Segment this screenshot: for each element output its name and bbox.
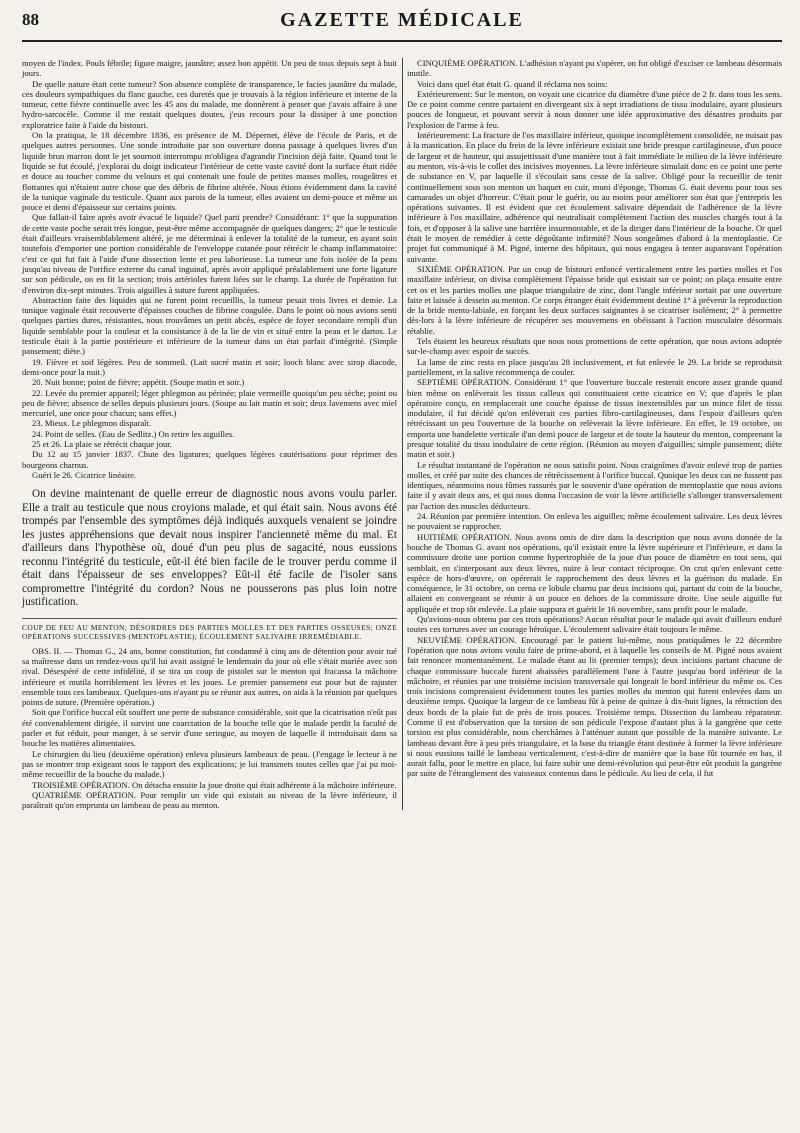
section-divider: [22, 618, 397, 619]
paragraph: Extérieurement: Sur le menton, on voyait une cicatrice du diamètre d'une pièce de 2 fr. dans tous les sens. De ce point comme centre partaient en divergeant six à sept irradiations de tissu inodulaire, ayant plusieurs pouces de longueur, et pouvant servir à nous donner une idée approximative des désastres produits par l'explosion de l'arme à feu.: [407, 88, 782, 130]
paragraph: CINQUIÈME OPÉRATION. L'adhésion n'ayant pu s'opérer, on fut obligé d'exciser ce lambeau désormais inutile.: [407, 58, 782, 79]
paragraph: NEUVIÈME OPÉRATION. Encouragé par le patient lui-même, nous pratiquâmes le 22 décembre l'opération que nous avions voulu faire de prime-abord, et à laquelle les conseils de M. Pigné nous avaient fait renoncer momentanément. Le malade étant au lit (premier temps); deux incisions partant chacune de chaque commissure buccale furent abaissées parallèlement l'une à l'autre jusqu'au bord inférieur de la mâchoire, et réunies par une troisième incision transversale qui longeait le bord inférieur du même os. Ces trois incisions comprenaient évidemment toutes les parties molles du menton qui furent enlevées dans un deuxième temps. Quoique la largeur de ce lambeau fût à peine de quinze à dix-huit lignes, la rétraction des deux bords de la plaie fut de près de trois pouces. Troisième temps. Dissection du lambeau réparateur. Comme il est d'observation que la torsion de son pédicule l'expose d'autant plus à la gangrène que cette torsion est plus considérable, nous cherchâmes à l'atténuer autant que possible de la manière suivante. Le lambeau devant être à peu près triangulaire, et la base du triangle étant destinée à former la lèvre inférieure si nous eussions taillé le lambeau verticalement, c'est-à-dire de manière que la base fût tournée en bas, il aurait fallu, pour le mettre en place, lui faire subir une demi-révolution qui peut-être eût produit la gangrène par suite de l'étranglement des vaisseaux contenus dans le pédicule. Au lieu de cela, il fut: [407, 634, 782, 779]
paragraph: Intérieurement: La fracture de l'os maxillaire inférieur, quoique incomplètement consolidée, ne nuisait pas à la mastication. En place du frein de la lèvre inférieure existait une bride presque cartilagineuse, d'un pouce de largeur et de hauteur, qui assujettissait d'une manière tout à fait immédiate le milieu de la lèvre inférieure au menton, vis-à-vis le collet des incisives moyennes. La lèvre inférieure simulait donc en ce point une perte de substance en V, par laquelle il s'écoulait sans cesse de la salive. Obligé pour la recueillir de tenir continuellement sous son menton un baquet en cuir, muni d'éponge, Thomas G. était devenu pour tous ses camarades un objet d'horreur. C'était pour le guérir, ou au moins pour améliorer son état que j'entrepris les opérations suivantes. Il est évident que cet écoulement salivaire dépendait de l'adhérence de la lèvre inférieure à l'os maxillaire, adhérence qui neutralisait complètement l'action des muscles chargés tout à la fois, et d'opposer à la salive une barrière insurmontable, et de la diriger dans l'intérieur de la bouche. Or quel était le moyen de remédier à cette dégoûtante infirmité? Nous songeâmes d'abord à la mentoplastie. Ce projet fut communiqué à M. Pigné, interne des hôpitaux, qui nous engagea à tenter auparavant l'opération suivante.: [407, 130, 782, 264]
case-title: COUP DE FEU AU MENTON; DÉSORDRES DES PARTIES MOLLES ET DES PARTIES OSSEUSES; ONZE OPÉRATIONS SUCCESSIVES (MENTOPLASTIE); ÉCOULEMENT SALIVAIRE IRREMÉDIABLE.: [22, 622, 397, 642]
paragraph: Le chirurgien du lieu (deuxième opération) enleva plusieurs lambeaux de peau. (J'engage le lecteur à ne pas se montrer trop exigeant sous le rapport des explications; je lui transmets toutes celles que j'ai pu moi-même recueillir de la bouche du malade.): [22, 748, 397, 780]
paragraph: Tels étaient les heureux résultats que nous nous promettions de cette opération, que nous avions adoptée sur-le-champ avec espoir de succès.: [407, 336, 782, 357]
text-columns: [22, 58, 782, 810]
masthead-title: GAZETTE MÉDICALE: [280, 8, 524, 31]
paragraph: SEPTIÈME OPÉRATION. Considérant 1° que l'ouverture buccale resterait encore assez grande quand bien même on enlèverait les tissus calleux qui constituaient cette cicatrice en V; que d'après le plan opératoire conçu, en remplacerait une couche épaisse de tissus inextensibles par un mince filet de tissu inodulaire, il fut décidé qu'on enlèverait ces parties fibro-cartilagineuses, dans l'espoir d'ailleurs qu'en rétrécissant un peu l'ouverture de la bouche on relèverait la lèvre inférieure. En effet, le 19 octobre, on emporta une bandelette verticale d'un demi pouce de largeur et de toute la hauteur du menton, comprenant la presque totalité du tissu inodulaire de cette région. (Réunion au moyen d'aiguilles; simple pansement; diète matin et soir.): [407, 377, 782, 460]
page-number: 88: [22, 10, 39, 29]
paragraph: HUITIÈME OPÉRATION. Nous avons omis de dire dans la description que nous avons donnée de la bouche de Thomas G. avant nos opérations, qu'il existait entre la lèvre supérieure et l'inférieure, et dans la commissure droite une portion comme hypertrophiée de la joue d'un pouce de diamètre en tout sens, qui semblait, en s'interposant aux deux lèvres, nuire à leur contact réciproque. On crut qu'en enlevant cette espèce de hors-d'œuvre, on opérerait le rapprochement des deux lèvres et la guérison du malade. En conséquence, le 31 octobre, on cerna ce lobule charnu par deux incisions qui, partant du coin de la bouche, allaient en convergeant se réunir à un pouce en dehors de la commissure droite. Une seule aiguille fut appliquée et trop tôt enlevée. La plaie suppura et guérit le 16 novembre, sans profit pour le malade.: [407, 531, 782, 614]
paragraph: Le résultat instantané de l'opération ne nous satisfit point. Nous craignîmes d'avoir enlevé trop de parties molles, et créé par suite des chances de rétrécissement à l'orifice buccal. Quoique les deux cas ne fussent pas identiques, néanmoins nous fûmes rassurés par le souvenir d'une opération de mentoplastie que nous avions faite il y avait deux ans, et qui nous donna l'occasion de voir la lèvre artificielle s'allonger transversalement par l'action des muscles déducteurs.: [407, 459, 782, 511]
paragraph: OBS. II. — Thomas G., 24 ans, bonne constitution, fut condamné à cinq ans de détention pour avoir tué sa maîtresse dans un rendez-vous qu'il lui avait assigné le lendemain du jour où elle s'était mariée avec son rival. Désespéré de cette infidélité, il se tira un coup de pistolet sur le menton qui fracassa la mâchoire inférieure et mutila horriblement les lèvres et les joues. Le premier pansement eut pour but de rajuster ensemble tous ces lambeaux. Quelques-uns n'ayant pu se réunir aux autres, on aida à la réunion par quelques points de suture. (Première opération.): [22, 645, 397, 708]
page-header: [22, 0, 782, 42]
left-column: [22, 58, 397, 810]
conclusion-paragraph: On devine maintenant de quelle erreur de diagnostic nous avons voulu parler. Elle a trait au testicule que nous croyions malade, et qui était sain. Nous avons été trompés par l'ensemble des symptômes déjà indiqués auxquels venaient se joindre les justes appréhensions que devait nous inspirer l'ancienneté même du mal. Et d'ailleurs dans l'hypothèse où, doué d'un peu plus de sagacité, nous eussions reconnu l'intégrité du testicule, eût-il été bien facile de le trouver perdu comme il était dans l'épaisseur de ses enveloppes? Eût-il été facile de l'isoler sans compromettre l'intégrité du cordon? Nous ne pousserons pas plus loin notre justification.: [22, 488, 397, 609]
paragraph: Abstraction faite des liquides qui ne furent point recueillis, la tumeur pesait trois livres et demie. La tunique vaginale était recouverte d'épaisses couches de fibrine coagulée. Dans le point où nous avions senti quelques parties dures, résistantes, nous trouvâmes un petit abcès, espèce de foyer secondaire rempli d'un liquide semblable pour la couleur et la consistance à de la lie de vin et situé entre la peau et le dartos. Le testicule était à la partie postérieure et inférieure de la tumeur dans un état parfait d'intégrité. (Simple pansement; diète.): [22, 294, 397, 357]
paragraph: 22. Levée du premier appareil; léger phlegmon au périnée; plaie vermeille quoiqu'un peu sèche; point ou peu de fièvre; absence de selles depuis plusieurs jours. (Soupe au lait matin et soir; deux lavemens avec miel mercuriel, une once pour chacun; sans effet.): [22, 387, 397, 419]
paragraph: SIXIÈME OPÉRATION. Par un coup de bistouri enfoncé verticalement entre les parties molles et l'os maxillaire inférieur, on divisa complètement l'épaisse bride qui existait sur ce point; on plaça ensuite entre cet os et les parties molles une plaque triangulaire de zinc, dont l'angle inférieur sortait par une ouverture faite et laissée à dessein au menton. Ce corps étranger était évidemment destiné 1° à prévenir la reproduction de la bride mento-labiale, en forçant les deux surfaces saignantes à se cicatriser isolément; 2° à permettre dès-lors à la lèvre inférieure de récupérer ses mouvemens en obéissant à l'action musculaire désormais rétablie.: [407, 263, 782, 336]
paragraph: 20. Nuit bonne; point de fièvre; appétit. (Soupe matin et soir.): [32, 377, 245, 388]
paragraph: Que fallait-il faire après avoir évacué le liquide? Quel parti prendre? Considérant: 1° que la suppuration de cette vaste poche serait très longue, peut-être même accompagnée de quelques dangers; 2° que le testicule était d'ailleurs vraisemblablement altéré, je me déterminai à enlever la totalité de la tumeur, en ayant soin toutefois d'emporter une portion considérable de l'enveloppe cutanée pour rétrécir le champ inflammatoire: c'est ce qui fut fait à l'aide d'une dissection lente et peu laborieuse. La tumeur une fois isolée de la peau jusqu'au niveau de l'orifice externe du canal inguinal, après avoir appliqué préalablement une forte ligature sur son pédicule, on en fit la section; trois artérioles furent liées sur le champ. La durée de l'opération fut d'environ dix-sept minutes. Trois aiguilles à suture furent appliquées.: [22, 212, 397, 295]
paragraph: 24. Réunion par première intention. On enleva les aiguilles; même écoulement salivaire. Les deux lèvres ne pouvaient se rapprocher.: [407, 511, 782, 532]
paragraph: Guéri le 26. Cicatrice linéaire.: [32, 469, 137, 480]
paragraph: 24. Point de selles. (Eau de Sedlitz.) On retire les aiguilles.: [32, 428, 235, 439]
paragraph: QUATRIÈME OPÉRATION. Pour remplir un vide qui existait au niveau de la lèvre inférieure, il paraîtrait qu'on emprunta un lambeau de peau au menton.: [22, 789, 397, 811]
paragraph: Voici dans quel état était G. quand il réclama nos soins:: [417, 78, 608, 89]
paragraph: De quelle nature était cette tumeur? Son absence complète de transparence, le facies jaunâtre du malade, ces douleurs sympathiques du flanc gauche, ces duretés que je trouvais à la région inférieure et interne de la tumeur, cette fièvre continuelle avec les 45 ans du malade, me donnèrent à penser que j'avais affaire à une hydro-sarcocèle. Comme il me restait quelques doutes, j'eus recours pour la dissiper à une ponction exploratrice faite à l'aide du bistouri.: [22, 78, 397, 130]
paragraph: La lame de zinc resta en place jusqu'au 28 inclusivement, et fut enlevée le 29. La bride se reproduisit partiellement, et la salive recommença de couler.: [407, 356, 782, 377]
paragraph: Qu'avions-nous obtenu par ces trois opérations? Aucun résultat pour le malade qui avait d'ailleurs enduré toutes ces tortures avec un courage héroïque. L'écoulement salivaire était toujours le même.: [407, 614, 782, 635]
paragraph: TROISIÈME OPÉRATION. On détacha ensuite la joue droite qui était adhérente à la mâchoire inférieure.: [32, 779, 397, 790]
right-column: [407, 58, 782, 810]
paragraph: 23. Mieux. Le phlegmon disparaît.: [32, 418, 152, 429]
paragraph: On la pratiqua, le 18 décembre 1836, en présence de M. Dépernet, élève de l'école de Paris, et de quelques autres personnes. Une sonde introduite par son ouverture donna passage à quelques livres d'un liquide brun marron dont le jet sournoit interrompu m'obligea d'agrandir l'incision déjà faite. Quand tout le liquide se fut écoulé, j'explorai du doigt indicateur l'intérieur de cette vaste cavité dont la surface était ridée et douce au toucher comme du velours et qui contenait une foule de petites masses molles, rougeâtres et flottantes qui n'étaient autre chose que des débris de fibrine altérée. Nous étions évidemment dans la cavité de la tunique vaginale du testicule. Quant aux parois de la tumeur, elles avaient un demi-pouce et même un pouce et demi d'épaisseur sur certains points.: [22, 130, 397, 213]
paragraph: 19. Fièvre et soif légères. Peu de sommeil. (Lait sucré matin et soir; looch blanc avec sirop diacode, demi-once pour la nuit.): [22, 356, 397, 377]
paragraph: Soit que l'orifice buccal eût souffert une perte de substance considérable, soit que la cicatrisation n'eût pas été convenablement dirigée, il survint une coarctation de la bouche telle que le malade perdit la faculté de parler et fut réduit, pour manger, à se servir d'une seringue, au moyen de laquelle il introduisait dans sa bouche les matières alimentaires.: [22, 707, 397, 749]
paragraph: moyen de l'index. Pouls fébrile; figure maigre, jaunâtre; assez bon appétit. Un peu de toux depuis sept à huit jours.: [22, 58, 397, 79]
paragraph: Du 12 au 15 janvier 1837. Chute des ligatures; quelques légères cautérisations pour réprimer des bourgeons charnus.: [22, 449, 397, 470]
paragraph: 25 et 26. La plaie se rétrécit chaque jour.: [32, 438, 172, 449]
